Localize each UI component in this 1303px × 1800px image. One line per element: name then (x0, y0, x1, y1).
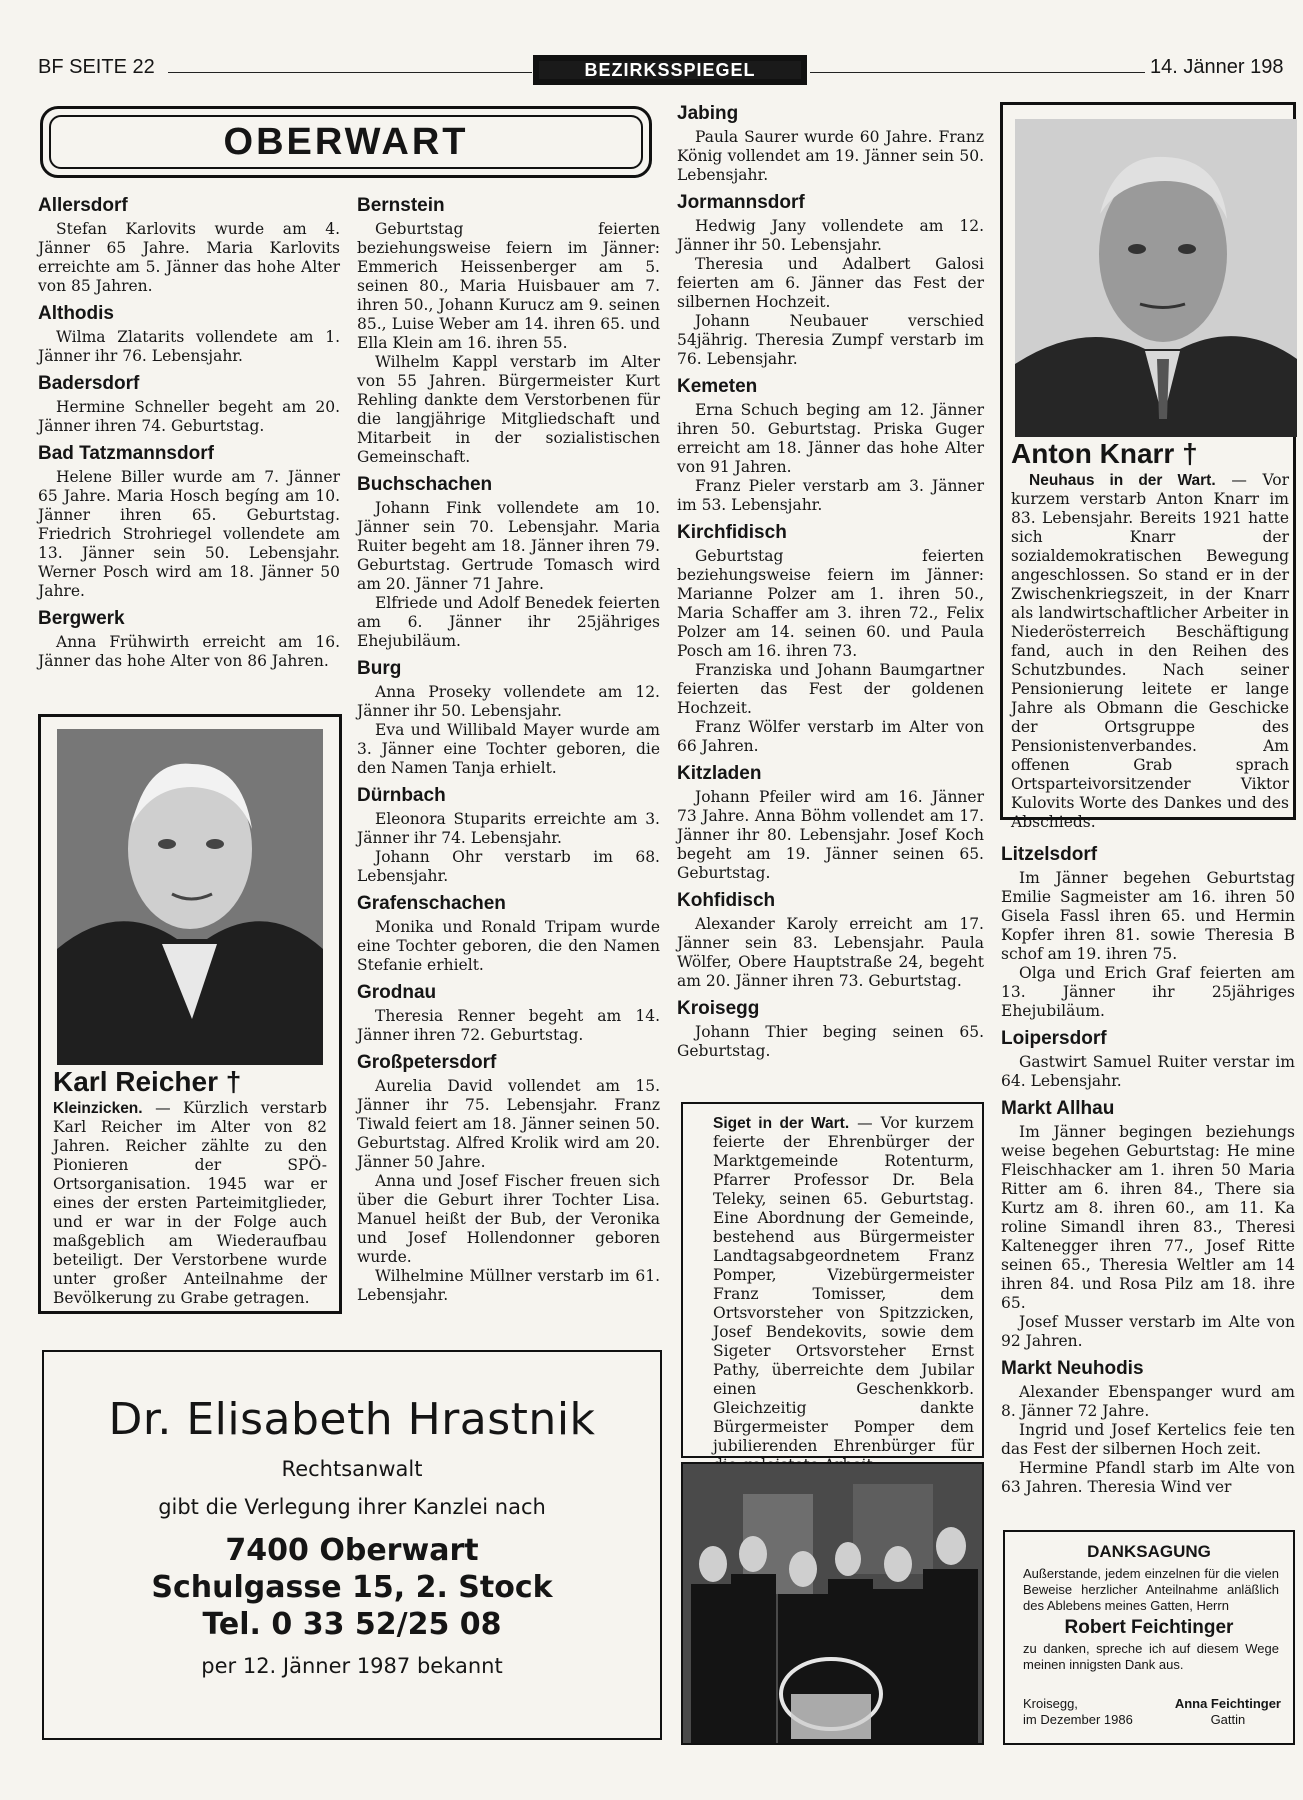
obituary-description: — Kürzlich verstarb Karl Reicher im Alter von 82 Jahren. Reicher zählte zu den Pionieren der SPÖ-Ortsorganisation. 1945 war er eines der ersten Parteimitglieder, und er war in der Folge auch maßgeblich am Wiederaufbau beteiligt. Der Verstorbene wurde unter großer Anteilnahme der Bevölkerung zu Grabe getragen. (53, 1099, 327, 1307)
section-paragraph: Theresia Renner begeht am 14. Jänner ihren 72. Geburtstag. (357, 1007, 660, 1044)
section-paragraph: Alexander Ebenspanger wurd am 8. Jänner 72 Jahre. (1001, 1383, 1295, 1420)
section-paragraph: Franziska und Johann Baumgartner feierten das Fest der goldenen Hochzeit. (677, 661, 984, 717)
ad-street: Schulgasse 15, 2. Stock (151, 1570, 553, 1605)
portrait-anton-knarr (1015, 119, 1297, 437)
section-paragraph: Hedwig Jany vollendete am 12. Jänner ihr 50. Lebensjahr. (677, 217, 984, 254)
obituary-place: Kleinzicken. (53, 1100, 143, 1117)
obituary-description-knarr: — Vor kurzem verstarb Anton Knarr im 83. Lebensjahr. Bereits 1921 hatte sich Knarr der sozialdemokratischen Bewegung angeschlossen. So stand er in der Zwischenkriegszeit, in der Knarr als landwirtschaftlicher Arbeiter in Niederösterreich Beschäftigung fand, auch in den Reihen des Schutzbundes. Nach seiner Pensionierung leitete er lange Jahre als Obmann die Geschicke der Ortsgruppe des Pensionistenverbandes. Am offenen Grab sprach Ortsparteivorsitzender Viktor Kulovits Worte des Dankes und des Abschieds. (1011, 471, 1289, 831)
header-rule-right (810, 72, 1145, 73)
column-2 (357, 194, 660, 1305)
section-heading-loipersdorf: Loipersdorf (1001, 1028, 1107, 1049)
danksagung-signer: Anna Feichtinger (1174, 1696, 1281, 1711)
danksagung-place-date (1023, 1696, 1133, 1728)
group-photo-image (683, 1464, 982, 1743)
section-paragraph: Geburtstag feierten beziehungsweise feiern im Jänner: Emmerich Heissenberger am 5. seinen 80., Maria Huisbauer am 7. ihren 50., Johann Kurucz am 9. seinen 85., Luise Weber am 14. ihren 65. und Ella Klein am 16. ihren 55. (357, 220, 660, 352)
danksagung-name: Robert Feichtinger (1064, 1617, 1234, 1638)
section-paragraph: Josef Musser verstarb im Alte von 92 Jahren. (1001, 1313, 1295, 1350)
danksagung-signature (1175, 1696, 1281, 1728)
section-paragraph: Olga und Erich Graf feierten am 13. Jänner ihr 25jähriges Ehejubiläum. (1001, 964, 1295, 1020)
ad-city: 7400 Oberwart (225, 1533, 479, 1568)
page-number: BF SEITE 22 (38, 56, 155, 78)
section-heading-bad-tatzmannsdorf: Bad Tatzmannsdorf (38, 443, 214, 464)
column-4 (1001, 843, 1295, 1497)
section-heading-grodnau: Grodnau (357, 982, 437, 1003)
obituary-anton-knarr (1000, 102, 1296, 831)
section-paragraph: Johann Fink vollendete am 10. Jänner sein 70. Lebensjahr. Maria Ruiter begeht am 18. Jänner ihren 79. Geburtstag. Gertrude Tomasch wird am 20. Jänner 71 Jahre. (357, 499, 660, 593)
section-heading-markt-allhau: Markt Allhau (1001, 1098, 1115, 1119)
section-heading-bergwerk: Bergwerk (38, 608, 125, 629)
section-paragraph: Wilhelm Kappl verstarb im Alter von 55 Jahren. Bürgermeister Kurt Rehling dankte dem Verstorbenen für die langjährige Mitgliedschaft und Mitarbeit in der sozialistischen Gemeinschaft. (357, 353, 660, 466)
section-heading-grafenschachen: Grafenschachen (357, 893, 506, 914)
section-heading-kirchfidisch: Kirchfidisch (677, 522, 787, 543)
section-heading-allersdorf: Allersdorf (38, 195, 128, 216)
obituary-text-knarr (1011, 471, 1289, 832)
obituary-name-knarr: Anton Knarr † (1011, 438, 1198, 469)
section-heading-jabing: Jabing (677, 103, 739, 124)
section-paragraph: Theresia und Adalbert Galosi feierten am 6. Jänner das Fest der silbernen Hochzeit. (677, 255, 984, 311)
danksagung-date: im Dezember 1986 (1023, 1712, 1133, 1727)
obituary-karl-reicher (38, 714, 342, 1314)
section-heading-markt-neuhodis: Markt Neuhodis (1001, 1358, 1144, 1379)
section-paragraph: Monika und Ronald Tripam wurde eine Tochter geboren, die den Namen Stefanie erhielt. (357, 918, 660, 974)
section-paragraph: Ingrid und Josef Kertelics feie ten das Fest der silbernen Hoch zeit. (1001, 1421, 1295, 1458)
section-paragraph: Helene Biller wurde am 7. Jänner 65 Jahre. Maria Hosch begíng am 10. Jänner ihren 65. Geburtstag. Friedrich Strohriegel vollendete am 13. Jänner sein 50. Lebensjahr. Werner Posch wird am 18. Jänner 50 Jahre. (38, 468, 340, 600)
section-paragraph: Wilhelmine Müllner verstarb im 61. Lebensjahr. (357, 1267, 660, 1304)
obituary-place-knarr: Neuhaus in der Wart. (1029, 472, 1216, 489)
section-heading-burg: Burg (357, 658, 402, 679)
section-heading-kemeten: Kemeten (677, 376, 758, 397)
ad-announcement: gibt die Verlegung ihrer Kanzlei nach (158, 1495, 546, 1519)
section-paragraph: Eva und Willibald Mayer wurde am 3. Jänner eine Tochter geboren, die den Namen Tanja erhielt. (357, 721, 660, 777)
ad-phone: Tel. 0 33 52/25 08 (202, 1607, 502, 1642)
danksagung-place: Kroisegg, (1023, 1696, 1078, 1711)
section-paragraph: Johann Thier beging seinen 65. Geburtstag. (677, 1023, 984, 1060)
section-paragraph: Franz Pieler verstarb am 3. Jänner im 53. Lebensjahr. (677, 477, 984, 514)
danksagung-title: DANKSAGUNG (1087, 1542, 1211, 1561)
section-heading-dürnbach: Dürnbach (357, 785, 446, 806)
section-heading-buchschachen: Buchschachen (357, 474, 493, 495)
section-paragraph: Erna Schuch beging am 12. Jänner ihren 50. Geburtstag. Priska Guger erreicht am 18. Jänner das hohe Alter von 91 Jahren. (677, 401, 984, 476)
section-label-box (533, 55, 807, 85)
section-heading-kohfidisch: Kohfidisch (677, 890, 776, 911)
group-photo (681, 1462, 984, 1745)
danksagung-text2: zu danken, spreche ich auf diesem Wege meinen innigsten Dank aus. (1023, 1641, 1279, 1672)
siget-description: — Vor kurzem feierte der Ehrenbürger der Marktgemeinde Rotenturm, Pfarrer Professor Dr. Bela Teleky, seinen 65. Geburtstag. Eine Abordnung der Gemeinde, bestehend aus Bürgermeister Landtagsabgeordnetem Franz Pomper, Vizebürgermeister Franz Tomisser, dem Ortsvorsteher von Spitzzicken, Josef Bendekovits, sowie dem Sigeter Ortsvorsteher Ernst Pathy, überreichte dem Jubilar einen Geschenkkorb. Gleichzeitig dankte Bürgermeister Pomper dem jubilierenden Ehrenbürger für (713, 1114, 974, 1455)
column-3 (677, 102, 984, 1061)
section-paragraph: Im Jänner begehen Geburtstag Emilie Sagmeister am 16. ihren 50 Gisela Fassl ihren 65. und Hermin Kopfer ihren 81. sowie Theresia B schof am 19. ihren 75. (1001, 869, 1295, 963)
danksagung-text1: Außerstande, jedem einzelnen für die vielen Beweise herzlicher Anteilnahme anläßlich des Ablebens meines Gatten, Herrn (1023, 1566, 1279, 1613)
portrait-photo-knarr (1015, 119, 1297, 437)
section-paragraph: Hermine Pfandl starb im Alte von 63 Jahren. Theresia Wind ver (1001, 1459, 1295, 1496)
issue-date: 14. Jänner 198 (1150, 56, 1284, 78)
section-heading-althodis: Althodis (38, 303, 114, 324)
obituary-body-knarr (1011, 439, 1289, 832)
section-paragraph: Stefan Karlovits wurde am 4. Jänner 65 Jahre. Maria Karlovits erreichte am 5. Jänner das hohe Alter von 85 Jahren. (38, 220, 340, 295)
section-paragraph: Eleonora Stuparits erreichte am 3. Jänner ihr 74. Lebensjahr. (357, 810, 660, 847)
portrait-photo (57, 729, 323, 1065)
region-title: OBERWART (49, 115, 643, 169)
section-paragraph: Franz Wölfer verstarb im Alter von 66 Jahren. (677, 718, 984, 755)
section-paragraph: Johann Neubauer verschied 54jährig. Theresia Zumpf verstarb im 76. Lebensjahr. (677, 312, 984, 368)
section-paragraph: Wilma Zlatarits vollendete am 1. Jänner ihr 76. Lebensjahr. (38, 328, 340, 365)
danksagung-signer-role: Gattin (1210, 1712, 1246, 1727)
siget-place: Siget in der Wart. (713, 1115, 850, 1132)
section-label: BEZIRKSSPIEGEL (539, 61, 801, 79)
obituary-name: Karl Reicher † (53, 1066, 242, 1097)
section-paragraph: Im Jänner begingen beziehungs weise begehen Geburtstag: He mine Fleischhacker am 1. ihren 50 Maria Ritter am 6. ihren 84., There sia Kurtz am 8. ihren 60., am 11. Ka roline Simandl ihren 83., Theresi Kaltenegger ihren 77., Josef Ritte seinen 65., Theresia Weltler am 14 ihren 84. und Rosa Pilz am 18. ihre 65. (1001, 1123, 1295, 1312)
column-1 (38, 194, 340, 671)
ad-date: per 12. Jänner 1987 bekannt (201, 1654, 503, 1678)
section-paragraph: Paula Saurer wurde 60 Jahre. Franz König vollendet am 19. Jänner sein 50. Lebensjahr. (677, 128, 984, 184)
section-paragraph: Alexander Karoly erreicht am 17. Jänner sein 83. Lebensjahr. Paula Wölfer, Obere Hauptstraße 24, begeht am 20. Jänner ihren 73. Geburtstag. (677, 915, 984, 990)
ad-name: Dr. Elisabeth Hrastnik (108, 1394, 596, 1445)
section-paragraph: Anna und Josef Fischer freuen sich über die Geburt ihrer Tochter Lisa. Manuel heißt der Bub, der Veronika und Josef Hollendonner geboren wurde. (357, 1172, 660, 1266)
section-heading-kitzladen: Kitzladen (677, 763, 762, 784)
section-heading-bernstein: Bernstein (357, 195, 445, 216)
ad-title: Rechtsanwalt (281, 1457, 423, 1481)
section-heading-kroisegg: Kroisegg (677, 998, 760, 1019)
section-paragraph: Geburtstag feierten beziehungsweise feiern im Jänner: Marianne Polzer am 1. ihren 50., Maria Schaffer am 3. ihren 72., Felix Polzer am 14. seinen 60. und Paula Posch am 16. ihren 73. (677, 547, 984, 660)
siget-article (681, 1102, 984, 1458)
siget-text (713, 1114, 974, 1475)
header-rule-left (168, 72, 532, 73)
obituary-text (53, 1099, 327, 1308)
lawyer-advertisement (42, 1350, 662, 1740)
danksagung-notice (1003, 1530, 1295, 1745)
section-paragraph: Aurelia David vollendet am 15. Jänner ihr 75. Lebensjahr. Franz Tiwald feiert am 18. Jänner seinen 50. Geburtstag. Alfred Krolik wird am 20. Jänner 50 Jahre. (357, 1077, 660, 1171)
section-heading-großpetersdorf: Großpetersdorf (357, 1052, 497, 1073)
section-paragraph: Gastwirt Samuel Ruiter verstar im 64. Lebensjahr. (1001, 1053, 1295, 1090)
section-heading-litzelsdorf: Litzelsdorf (1001, 844, 1098, 865)
section-paragraph: Elfriede und Adolf Benedek feierten am 6. Jänner ihr 25jähriges Ehejubiläum. (357, 594, 660, 650)
section-paragraph: Hermine Schneller begeht am 20. Jänner ihren 74. Geburtstag. (38, 398, 340, 435)
section-heading-badersdorf: Badersdorf (38, 373, 140, 394)
region-banner (40, 106, 652, 178)
section-paragraph: Anna Frühwirth erreicht am 16. Jänner das hohe Alter von 86 Jahren. (38, 633, 340, 670)
section-paragraph: Johann Pfeiler wird am 16. Jänner 73 Jahre. Anna Böhm vollendet am 17. Jänner ihr 80. Lebensjahr. Josef Koch begeht am 19. Jänner seinen 65. Geburtstag. (677, 788, 984, 882)
obituary-body (53, 1067, 327, 1308)
section-heading-jormannsdorf: Jormannsdorf (677, 192, 805, 213)
section-paragraph: Johann Ohr verstarb im 68. Lebensjahr. (357, 848, 660, 885)
portrait-karl-reicher (57, 729, 323, 1065)
section-paragraph: Anna Proseky vollendete am 12. Jänner ihr 50. Lebensjahr. (357, 683, 660, 720)
